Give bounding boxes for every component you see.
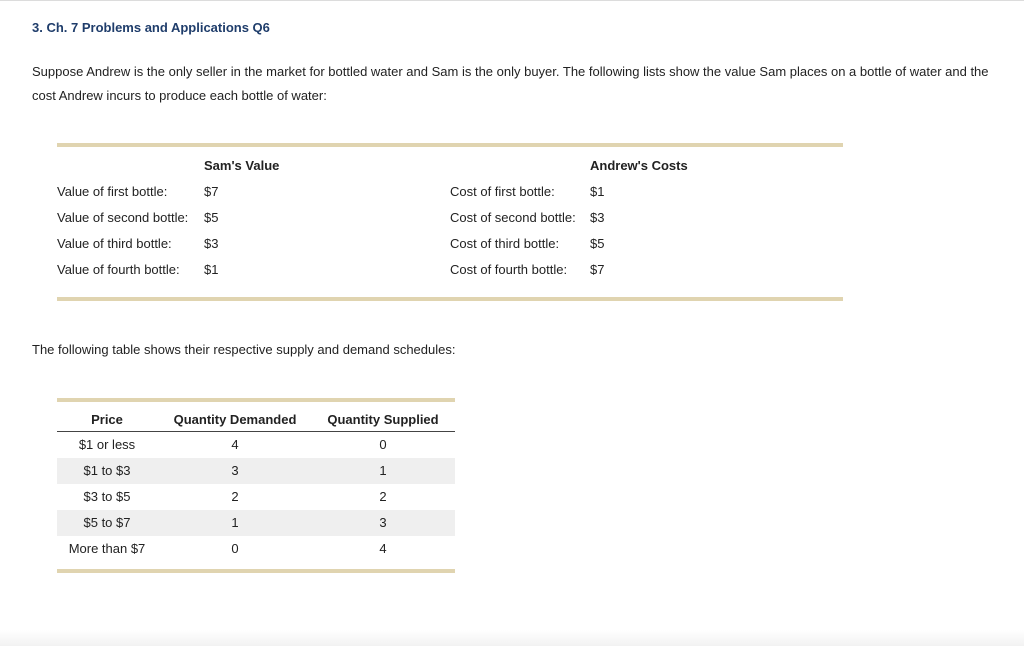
values-table-top-rule (57, 143, 843, 147)
price-cell: $1 or less (78, 437, 136, 452)
andrew-cost-amount: $5 (590, 236, 605, 251)
andrew-cost-label: Cost of first bottle: (450, 184, 555, 199)
quantity-supplied-cell: 1 (379, 463, 387, 478)
schedule-table-top-rule (57, 398, 455, 402)
price-cell: $5 to $7 (83, 515, 131, 530)
sam-value-label: Value of second bottle: (57, 210, 189, 225)
andrew-cost-amount: $3 (590, 210, 605, 225)
quantity-supplied-cell: 2 (379, 489, 387, 504)
andrew-costs-header: Andrew's Costs (590, 158, 688, 173)
quantity-supplied-header: Quantity Supplied (327, 412, 439, 427)
sam-value-amount: $7 (204, 184, 219, 199)
header-underline (57, 431, 455, 432)
price-cell: $1 to $3 (83, 463, 131, 478)
quantity-demanded-cell: 4 (231, 437, 239, 452)
quantity-demanded-cell: 1 (231, 515, 239, 530)
quantity-demanded-header: Quantity Demanded (173, 412, 297, 427)
andrew-cost-label: Cost of fourth bottle: (450, 262, 568, 277)
sam-value-label: Value of first bottle: (57, 184, 168, 199)
price-column-header: Price (91, 412, 123, 427)
sam-value-amount: $1 (204, 262, 219, 277)
top-divider (0, 0, 1024, 1)
quantity-supplied-cell: 3 (379, 515, 387, 530)
sam-value-header: Sam's Value (204, 158, 280, 173)
price-cell: More than $7 (68, 541, 146, 556)
quantity-demanded-cell: 2 (231, 489, 239, 504)
andrew-cost-label: Cost of third bottle: (450, 236, 560, 251)
price-cell: $3 to $5 (83, 489, 131, 504)
question-intro: Suppose Andrew is the only seller in the market for bottled water and Sam is the only buyer. The following lists show the value Sam places on a bottle of water and the cost Andrew incurs to produce each bottle of water: (32, 64, 989, 103)
quantity-demanded-cell: 3 (231, 463, 239, 478)
quantity-supplied-cell: 4 (379, 541, 387, 556)
schedule-table-bottom-rule (57, 569, 455, 573)
andrew-cost-amount: $7 (590, 262, 605, 277)
andrew-cost-amount: $1 (590, 184, 605, 199)
sam-value-label: Value of fourth bottle: (57, 262, 180, 277)
values-table-bottom-rule (57, 297, 843, 301)
sam-value-label: Value of third bottle: (57, 236, 172, 251)
page-bottom-edge (0, 630, 1024, 646)
quantity-supplied-cell: 0 (379, 437, 387, 452)
sam-value-amount: $3 (204, 236, 219, 251)
schedule-intro: The following table shows their respective supply and demand schedules: (32, 342, 456, 357)
sam-value-amount: $5 (204, 210, 219, 225)
quantity-demanded-cell: 0 (231, 541, 239, 556)
andrew-cost-label: Cost of second bottle: (450, 210, 576, 225)
question-title: 3. Ch. 7 Problems and Applications Q6 (32, 20, 270, 35)
